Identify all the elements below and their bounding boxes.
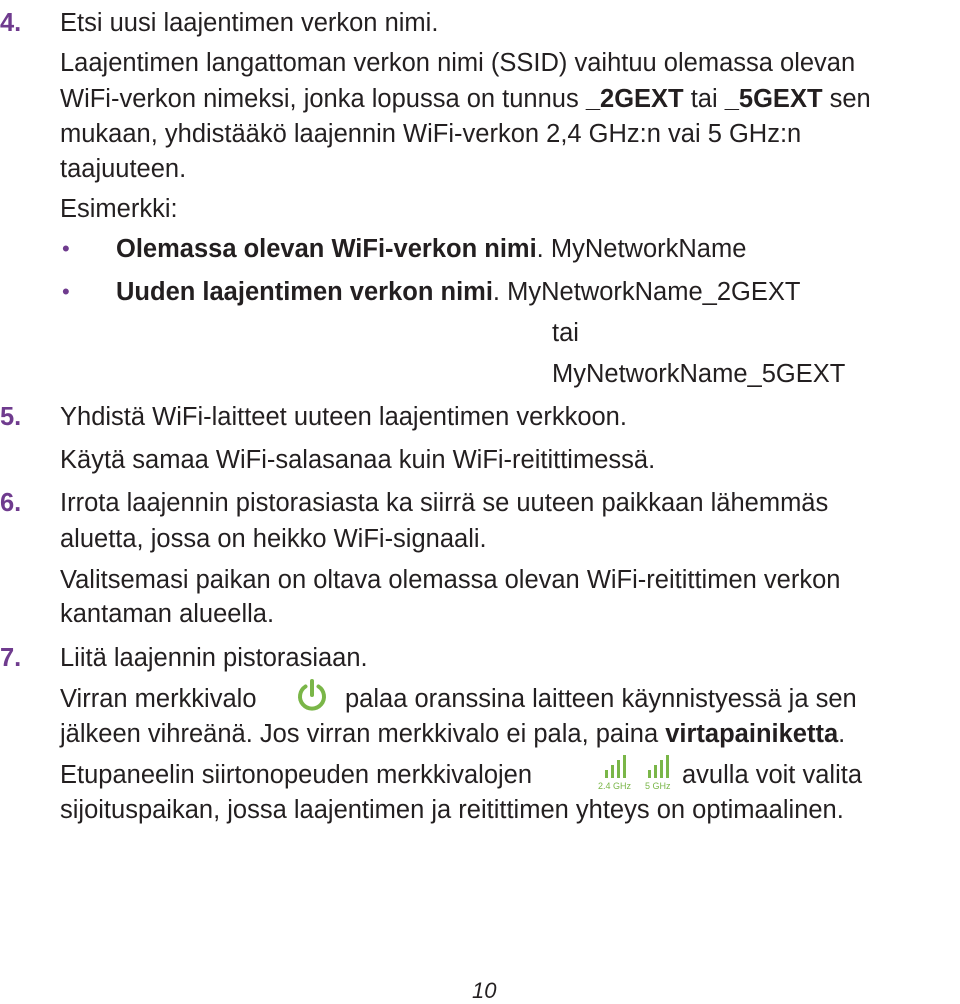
rate-led-text-c: sijoituspaikan, jossa laajentimen ja reitittimen yhteys on optimaalinen. [60, 796, 844, 824]
step-6-number: 6. [0, 489, 22, 517]
suffix-5gext: _5GEXT [724, 85, 823, 113]
rate-led-text-a: Etupaneelin siirtonopeuden merkkivalojen [60, 761, 533, 789]
power-led-text-a: Virran merkkivalo [60, 685, 257, 713]
power-led-text-b: palaa oranssina laitteen käynnistyessä ja sen [345, 685, 857, 713]
step-4-line2-c: tai [683, 85, 725, 113]
power-led-text-c [60, 719, 845, 749]
signal-2-4ghz-icon [597, 752, 633, 792]
alt-or: tai [552, 319, 579, 347]
bullet-1-value: MyNetworkName [550, 235, 747, 263]
example-label: Esimerkki: [60, 195, 178, 223]
step-4-body-line-2 [60, 84, 871, 114]
alt-network-name: MyNetworkName_5GEXT [552, 360, 846, 388]
step-7-number: 7. [0, 644, 22, 672]
step-4-body-line-1: Laajentimen langattoman verkon nimi (SSID) vaihtuu olemassa olevan [60, 49, 856, 77]
rate-led-text-b: avulla voit valita [682, 761, 863, 789]
power-button-term: virtapainiketta [665, 720, 839, 748]
bullet-1-sep: . [536, 235, 544, 263]
step-5-body: Käytä samaa WiFi-salasanaa kuin WiFi-reitittimessä. [60, 446, 656, 474]
bullet-dot-1: • [62, 236, 70, 261]
signal-5ghz-icon [642, 752, 678, 792]
step-6-line-4: kantaman alueella. [60, 600, 275, 628]
suffix-2gext: _2GEXT [585, 85, 684, 113]
step-6-line-1: Irrota laajennin pistorasiasta ka siirrä se uuteen paikkaan lähemmäs [60, 489, 829, 517]
bullet-2 [116, 277, 800, 307]
step-4-line2-e: sen [822, 85, 871, 113]
step-4-body-line-4: taajuuteen. [60, 155, 187, 183]
signal-2-4ghz-label: 2.4 GHz [598, 781, 632, 791]
step-4-body-line-3: mukaan, yhdistääkö laajennin WiFi-verkon 2,4 GHz:n vai 5 GHz:n [60, 120, 802, 148]
bullet-2-label: Uuden laajentimen verkon nimi [116, 278, 493, 306]
step-4-line2-a: WiFi-verkon nimeksi, jonka lopussa on tunnus [60, 85, 586, 113]
step-4-number: 4. [0, 9, 22, 37]
step-6-line-2: aluetta, jossa on heikko WiFi-signaali. [60, 525, 487, 553]
bullet-1-label: Olemassa olevan WiFi-verkon nimi [116, 235, 537, 263]
step-6-line-3: Valitsemasi paikan on oltava olemassa olevan WiFi-reitittimen verkon [60, 566, 841, 594]
signal-5ghz-label: 5 GHz [645, 781, 671, 791]
step-5-number: 5. [0, 403, 22, 431]
step-4-heading: Etsi uusi laajentimen verkon nimi. [60, 9, 439, 37]
bullet-1 [116, 234, 746, 264]
power-icon [295, 678, 329, 714]
power-led-end: . [838, 720, 846, 748]
step-7-heading: Liitä laajennin pistorasiaan. [60, 644, 368, 672]
bullet-dot-2: • [62, 279, 70, 304]
step-5-heading: Yhdistä WiFi-laitteet uuteen laajentimen verkkoon. [60, 403, 627, 431]
page-number: 10 [472, 978, 497, 1003]
bullet-2-sep: . [492, 278, 501, 306]
power-led-line2: jälkeen vihreänä. Jos virran merkkivalo ei pala, paina [60, 720, 666, 748]
bullet-2-value: MyNetworkName_2GEXT [507, 278, 801, 306]
